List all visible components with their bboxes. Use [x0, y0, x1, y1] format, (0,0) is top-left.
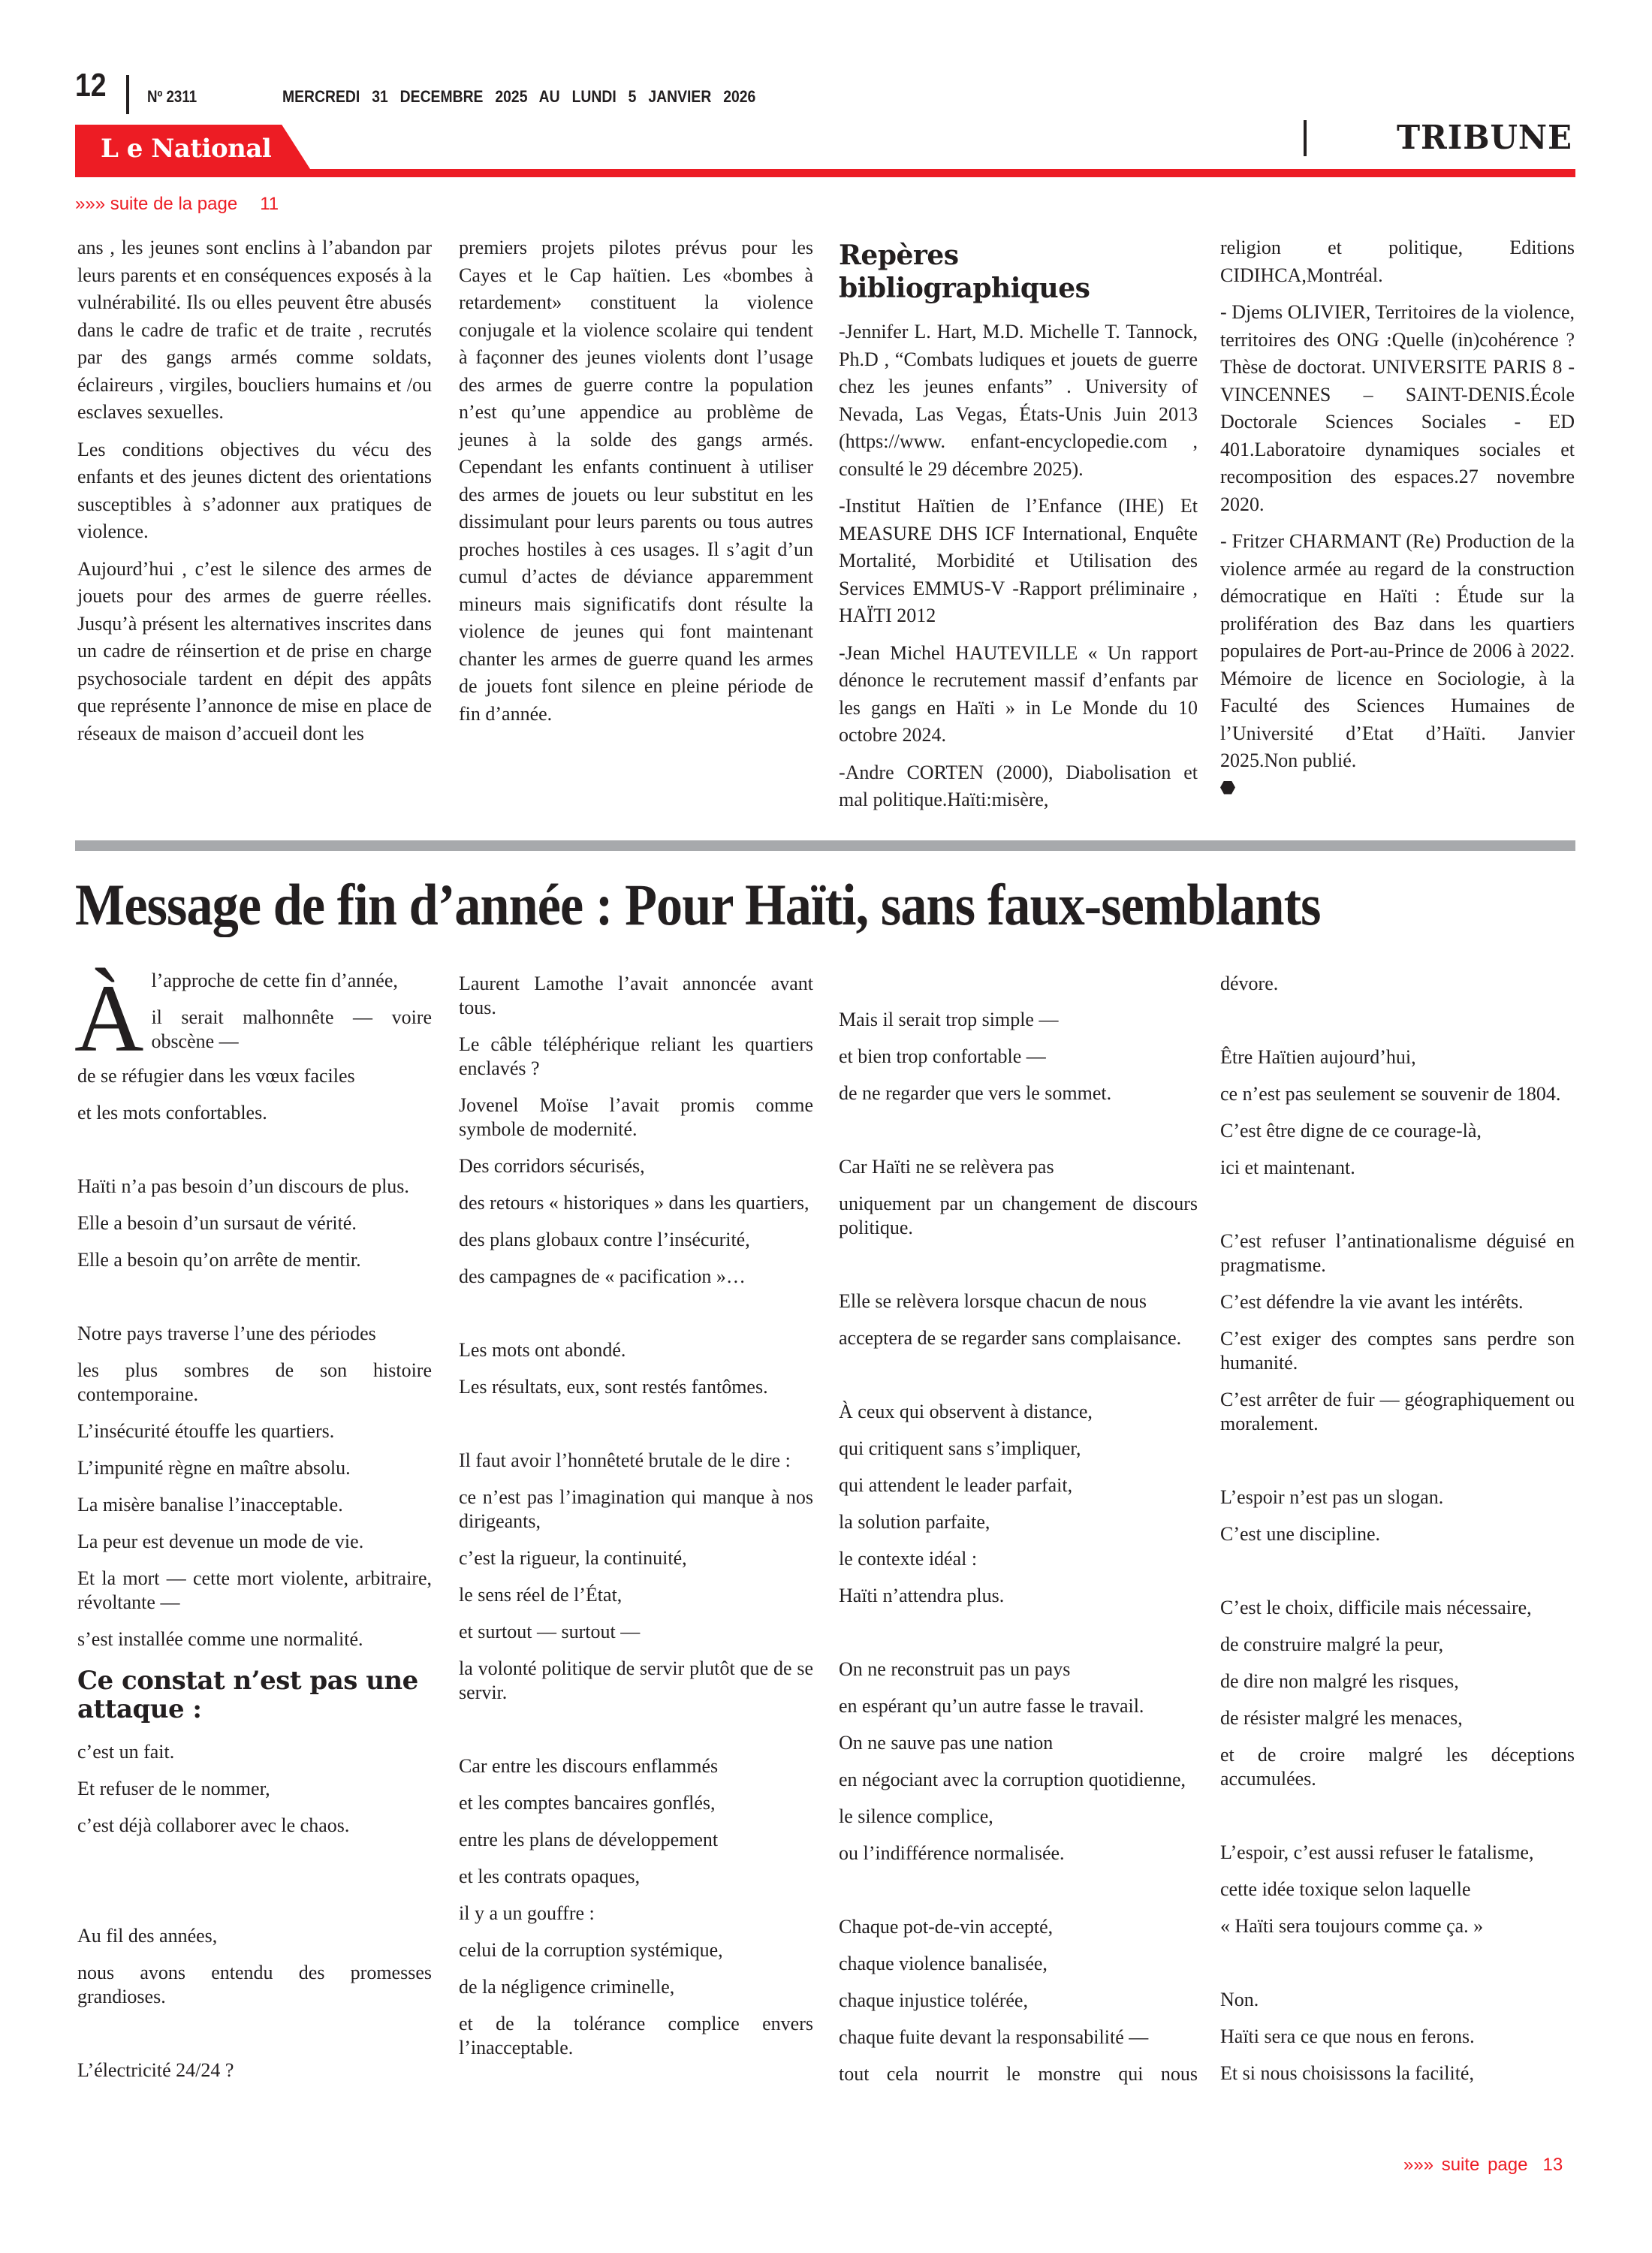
- article-line: entre les plans de développement: [459, 1829, 719, 1850]
- bibliography-entry: - Fritzer CHARMANT (Re) Production de la violence armée au regard de la construction démocratique en Haïti : Étude sur la prolifération des Baz dans les quartiers populaires de Port-au-Prince de 2006 à 2022. Mémoire de licence en Sociologie, à la Faculté des Sciences Humaines de l’Université d’Etat d’Haïti. Janvier 2025.Non publié.: [1220, 530, 1575, 771]
- article-intro: [74, 965, 432, 1072]
- bibliography-column-1: [839, 239, 1198, 824]
- bibliography-entry: -Jennifer L. Hart, M.D. Michelle T. Tannock, Ph.D , “Combats ludiques et jouets de guerre chez les jeunes enfants” . University of Nevada, Las Vegas, États-Unis Juin 2013 (https://www. enfant-encyclopedie.com , consulté le 29 décembre 2025).: [839, 321, 1198, 480]
- article-line: de se réfugier dans les vœux faciles: [77, 1065, 355, 1087]
- paragraph: Les conditions objectives du vécu des enfants et des jeunes dictent des orientations susceptibles à s’adonner aux pratiques de violence.: [77, 438, 432, 542]
- article-line: La peur est devenue un mode de vie.: [77, 1531, 364, 1552]
- article-line: On ne reconstruit pas un pays: [839, 1658, 1071, 1680]
- article-line: ou l’indifférence normalisée.: [839, 1842, 1065, 1864]
- article-line: l’approche de cette fin d’année,: [151, 970, 398, 991]
- prev-article-column-1: [77, 234, 432, 757]
- article-line: À ceux qui observent à distance,: [839, 1401, 1093, 1422]
- article-line: acceptera de se regarder sans complaisance.: [839, 1327, 1182, 1349]
- article-line: C’est exiger des comptes sans perdre son humanité.: [1220, 1328, 1575, 1374]
- article-line: ici et maintenant.: [1220, 1157, 1355, 1178]
- continued-to-page: 13: [1542, 2155, 1563, 2175]
- article-line: s’est installée comme une normalité.: [77, 1628, 363, 1650]
- bibliography-entry: -Institut Haïtien de l’Enfance (IHE) Et MEASURE DHS ICF International, Enquête Mortalité, Morbidité et Utilisation des Services EMMUS-V -Rapport préliminaire , HAÏTI 2012: [839, 495, 1198, 626]
- article-line: de construire malgré la peur,: [1220, 1633, 1444, 1655]
- article-line: L’électricité 24/24 ?: [77, 2059, 234, 2081]
- page-number: 12: [75, 67, 107, 104]
- article-line: Elle a besoin d’un sursaut de vérité.: [77, 1212, 357, 1234]
- article-line: des plans globaux contre l’insécurité,: [459, 1229, 750, 1250]
- article-line: et bien trop confortable —: [839, 1045, 1046, 1067]
- continued-from-label: »»» suite de la page: [75, 194, 238, 214]
- article-line: Des corridors sécurisés,: [459, 1155, 645, 1177]
- article-line: Chaque pot-de-vin accepté,: [839, 1916, 1054, 1938]
- article-line: de résister malgré les menaces,: [1220, 1707, 1463, 1729]
- article-line: Car Haïti ne se relèvera pas: [839, 1156, 1054, 1178]
- article-divider: [75, 840, 1575, 851]
- article-line: Jovenel Moïse l’avait promis comme symbole de modernité.: [459, 1094, 813, 1140]
- article-line: la solution parfaite,: [839, 1511, 990, 1533]
- section-divider: [1304, 120, 1307, 156]
- article-line: c’est la rigueur, la continuité,: [459, 1547, 687, 1569]
- article-line: et de croire malgré les déceptions accumulées.: [1220, 1744, 1575, 1790]
- article-line: chaque injustice tolérée,: [839, 1989, 1028, 2011]
- article-line: Car entre les discours enflammés: [459, 1755, 719, 1777]
- bibliography-title: Repères bibliographiques: [839, 240, 1090, 304]
- dateline: MERCREDI 31 DECEMBRE 2025 AU LUNDI 5 JANVIER 2026: [282, 87, 756, 106]
- article-line: nous avons entendu des promesses grandioses.: [77, 1962, 432, 2007]
- article-line: C’est refuser l’antinationalisme déguisé en pragmatisme.: [1220, 1230, 1575, 1276]
- continued-from-page: 11: [260, 194, 279, 214]
- article-line: Les mots ont abondé.: [459, 1339, 626, 1361]
- article-line: ce n’est pas l’imagination qui manque à nos dirigeants,: [459, 1486, 813, 1532]
- article-line: il y a un gouffre :: [459, 1902, 595, 1924]
- article-line: Elle se relèvera lorsque chacun de nous: [839, 1290, 1147, 1312]
- article-line: Il faut avoir l’honnêteté brutale de le dire :: [459, 1449, 791, 1471]
- article-line: La misère banalise l’inacceptable.: [77, 1494, 343, 1516]
- paragraph: premiers projets pilotes prévus pour les Cayes et le Cap haïtien. Les «bombes à retardement» constituent la violence conjugale et la violence scolaire qui tendent à façonner des jeunes violents dont l’usage des armes de guerre contre la population n’est qu’une appendice au problème de jeunes à la solde des gangs armés. Cependant les enfants continuent à utiliser des armes de jouets ou leur substitut en les dissimulant pour leurs parents ou tous autres proches hostiles à ces usages. Il s’agit d’un cumul d’actes de déviance apparemment mineurs mais significatifs dont résulte la violence de jeunes qui font maintenant chanter les armes de guerre quand les armes de jouets font silence en pleine période de fin d’année.: [459, 237, 813, 725]
- article-line: C’est une discipline.: [1220, 1523, 1381, 1545]
- article-line: de la négligence criminelle,: [459, 1976, 675, 1998]
- article-column-1: [74, 965, 432, 2095]
- newspaper-logo: L e National: [101, 134, 272, 164]
- article-line: et les mots confortables.: [77, 1102, 267, 1123]
- article-line: L’espoir n’est pas un slogan.: [1220, 1486, 1444, 1508]
- article-line: Et si nous choisissons la facilité,: [1220, 2062, 1474, 2084]
- article-line: qui critiquent sans s’impliquer,: [839, 1437, 1081, 1459]
- article-line: C’est défendre la vie avant les intérêts.: [1220, 1291, 1524, 1313]
- article-line: Haïti n’a pas besoin d’un discours de plus.: [77, 1175, 409, 1197]
- article-line: L’espoir, c’est aussi refuser le fatalisme,: [1220, 1841, 1534, 1863]
- article-subheading: Ce constat n’est pas une attaque :: [77, 1666, 418, 1724]
- article-line: et les comptes bancaires gonflés,: [459, 1792, 716, 1814]
- article-line: Non.: [1220, 1989, 1259, 2010]
- article-line: ce n’est pas seulement se souvenir de 1804.: [1220, 1083, 1561, 1105]
- article-line: Les résultats, eux, sont restés fantômes.: [459, 1376, 768, 1398]
- article-line: tout cela nourrit le monstre qui nous: [839, 2063, 1198, 2085]
- article-line: la volonté politique de servir plutôt que de se servir.: [459, 1657, 813, 1703]
- article-line: qui attendent le leader parfait,: [839, 1474, 1073, 1496]
- page-number-divider: [126, 75, 129, 114]
- article-line: le contexte idéal :: [839, 1548, 978, 1570]
- article-line: c’est un fait.: [77, 1741, 175, 1763]
- article-line: et surtout — surtout —: [459, 1621, 641, 1642]
- article-line: C’est arrêter de fuir — géographiquement ou moralement.: [1220, 1389, 1575, 1434]
- article-line: Au fil des années,: [77, 1925, 218, 1947]
- article-line: Mais il serait trop simple —: [839, 1009, 1059, 1030]
- continued-from-link[interactable]: [75, 194, 279, 215]
- article-line: L’insécurité étouffe les quartiers.: [77, 1420, 335, 1442]
- article-line: L’impunité règne en maître absolu.: [77, 1457, 351, 1479]
- article-line: Laurent Lamothe l’avait annoncée avant tous.: [459, 973, 813, 1018]
- article-column-3: [839, 1008, 1198, 2099]
- paragraph: ans , les jeunes sont enclins à l’abandon par leurs parents et en conséquences exposés à la vulnérabilité. Ils ou elles peuvent être abusés dans le cadre de trafic et de traite , recrutés par des gangs armés comme soldats, éclaireurs , virgiles, boucliers humains et /ou esclaves sexuelles.: [77, 237, 432, 423]
- article-line: Haïti n’attendra plus.: [839, 1585, 1005, 1606]
- paragraph: Aujourd’hui , c’est le silence des armes de jouets pour des armes de guerre réelles. Jusqu’à présent les alternatives inscrites dans un cadre de réinsertion et de prise en charge psychosociale tardent en dépit des appâts que représente l’annonce de mise en place de réseaux de maison d’accueil dont les: [77, 557, 432, 744]
- article-line: « Haïti sera toujours comme ça. »: [1220, 1915, 1484, 1937]
- article-line: les plus sombres de son histoire contemporaine.: [77, 1359, 432, 1405]
- article-line: et de la tolérance complice envers l’inacceptable.: [459, 2013, 813, 2058]
- article-line: de ne regarder que vers le sommet.: [839, 1082, 1112, 1104]
- article-headline: Message de fin d’année : Pour Haïti, sans faux-semblants: [75, 872, 1321, 937]
- article-line: Le câble téléphérique reliant les quartiers enclavés ?: [459, 1033, 813, 1079]
- bibliography-entry: - Djems OLIVIER, Territoires de la violence, territoires des ONG :Quelle (in)cohérence ?Thèse de doctorat. UNIVERSITE PARIS 8 - VINCENNES – SAINT-DENIS.École Doctorale Sciences Sociales - ED 401.Laboratoire dynamiques sociales et recomposition des espaces.27 novembre 2020.: [1220, 301, 1575, 515]
- article-line: c’est déjà collaborer avec le chaos.: [77, 1814, 350, 1836]
- drop-cap: À: [74, 965, 144, 1072]
- bibliography-entry: religion et politique, Editions CIDIHCA,Montréal.: [1220, 237, 1575, 286]
- article-line: uniquement par un changement de discours politique.: [839, 1193, 1198, 1238]
- issue-number: Nº 2311: [147, 87, 197, 106]
- article-line: Elle a besoin qu’on arrête de mentir.: [77, 1249, 361, 1271]
- article-line: C’est le choix, difficile mais nécessaire,: [1220, 1597, 1532, 1618]
- article-line: Notre pays traverse l’une des périodes: [77, 1323, 376, 1344]
- continued-to-label: »»» suite page: [1403, 2155, 1528, 2175]
- section-title: TRIBUNE: [1397, 119, 1572, 157]
- article-line: le silence complice,: [839, 1805, 993, 1827]
- article-line: On ne sauve pas une nation: [839, 1732, 1054, 1754]
- article-line: chaque violence banalisée,: [839, 1953, 1048, 1974]
- article-line: Être Haïtien aujourd’hui,: [1220, 1046, 1416, 1068]
- article-line: dévore.: [1220, 973, 1279, 994]
- bibliography-entry: -Jean Michel HAUTEVILLE « Un rapport dénonce le recrutement massif d’enfants par les gangs en Haïti » in Le Monde du 10 octobre 2024.: [839, 641, 1198, 746]
- article-line: chaque fuite devant la responsabilité —: [839, 2026, 1149, 2048]
- article-line: et les contrats opaques,: [459, 1865, 641, 1887]
- bibliography-column-2: [1220, 234, 1575, 802]
- article-line: C’est être digne de ce courage-là,: [1220, 1120, 1482, 1142]
- article-line: en espérant qu’un autre fasse le travail.: [839, 1695, 1144, 1717]
- article-line: le sens réel de l’État,: [459, 1584, 623, 1606]
- article-line: de dire non malgré les risques,: [1220, 1670, 1459, 1692]
- article-line: celui de la corruption systémique,: [459, 1939, 723, 1961]
- article-column-2: [459, 972, 813, 2073]
- hexagon-end-mark-icon: [1220, 781, 1235, 795]
- article-line: des campagnes de « pacification »…: [459, 1265, 746, 1287]
- article-line: Et la mort — cette mort violente, arbitraire, révoltante —: [77, 1567, 432, 1613]
- continued-to-link[interactable]: [1403, 2155, 1563, 2176]
- article-line: Et refuser de le nommer,: [77, 1778, 270, 1799]
- prev-article-column-2: [459, 234, 813, 737]
- article-line: en négociant avec la corruption quotidienne,: [839, 1769, 1186, 1790]
- article-line: cette idée toxique selon laquelle: [1220, 1878, 1471, 1900]
- article-line: des retours « historiques » dans les quartiers,: [459, 1192, 809, 1214]
- article-line: il serait malhonnête — voire obscène —: [151, 1006, 432, 1052]
- article-line: Haïti sera ce que nous en ferons.: [1220, 2025, 1475, 2047]
- article-column-4: [1220, 972, 1575, 2098]
- bibliography-entry: -Andre CORTEN (2000), Diabolisation et mal politique.Haïti:misère,: [839, 761, 1198, 810]
